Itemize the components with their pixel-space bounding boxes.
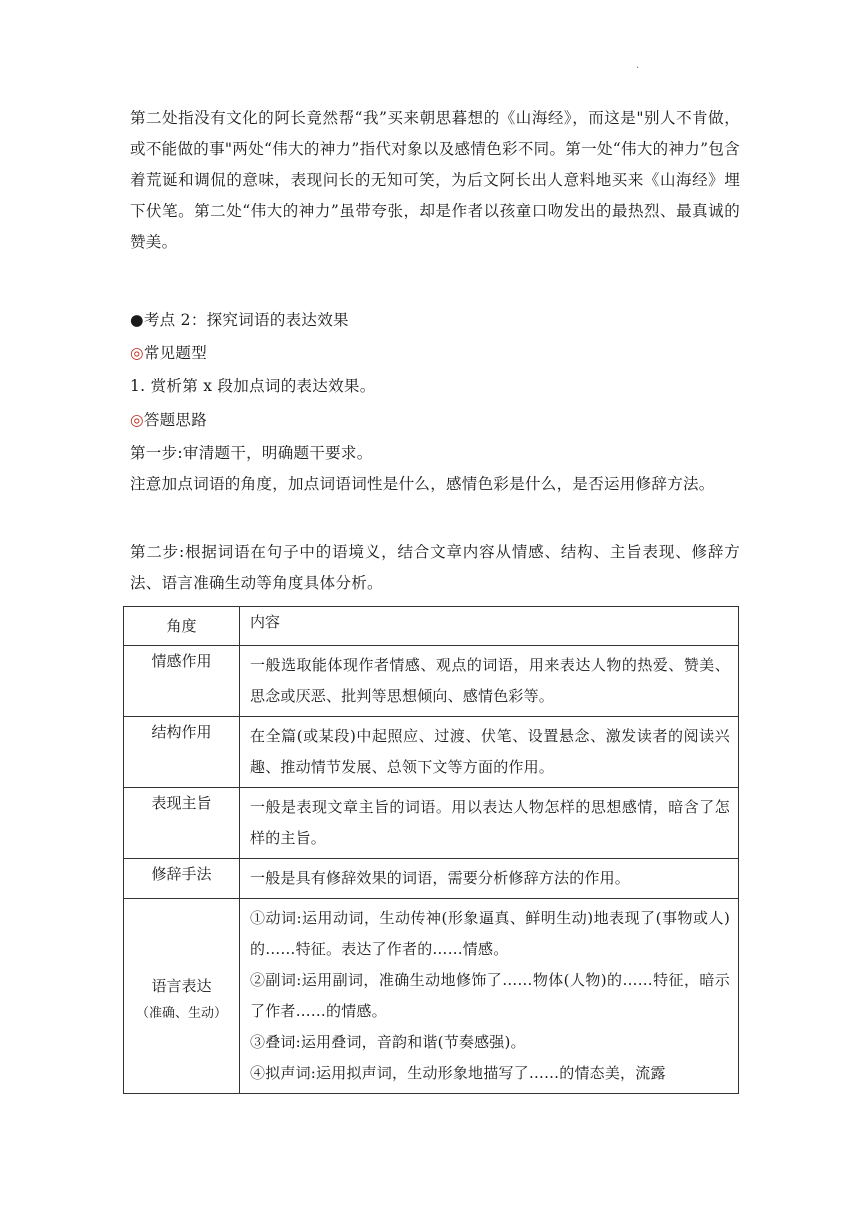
row-content: 一般是表现文章主旨的词语。用以表达人物怎样的思想感情，暗含了怎样的主旨。	[240, 788, 739, 859]
language-item: ②副词:运用副词，准确生动地修饰了……物体(人物)的……特征，暗示了作者……的情感。	[250, 971, 730, 1020]
language-angle-sub: （准确、生动）	[135, 1006, 227, 1021]
table-row	[124, 646, 739, 717]
row-content: 一般选取能体现作者情感、观点的词语，用来表达人物的热爱、赞美、思念或厌恶、批判等思想倾向、感情色彩等。	[240, 646, 739, 717]
row-angle: 结构作用	[124, 717, 240, 788]
angles-table	[123, 606, 739, 1094]
step-1-note: 注意加点词语的角度，加点词语词性是什么，感情色彩是什么，是否运用修辞方法。	[130, 475, 715, 493]
row-content: 一般是具有修辞效果的词语，需要分析修辞方法的作用。	[240, 859, 739, 899]
row-angle: 修辞手法	[124, 859, 240, 899]
table-row	[124, 859, 739, 899]
common-types-label: 常见题型	[143, 344, 208, 362]
table-row-language	[124, 899, 739, 1094]
bullet-icon: ●	[130, 311, 144, 329]
intro-paragraph: 第二处指没有文化的阿长竟然帮“我”买来朝思暮想的《山海经》，而这是"别人不肯做，或不能做的事"两处“伟大的神力”指代对象以及感情色彩不同。第一处“伟大的神力”包含着荒诞和调侃的意味，表现问长的无知可笑，为后文阿长出人意料地买来《山海经》埋下伏笔。第二处“伟大的神力”虽带夸张，却是作者以孩童口吻发出的最热烈、最真诚的赞美。	[130, 109, 740, 251]
row-angle	[124, 899, 240, 1094]
double-circle-icon: ◎	[130, 411, 144, 429]
language-item: ④拟声词:运用拟声词，生动形象地描写了……的情态美，流露	[250, 1064, 666, 1082]
approach-heading	[130, 408, 750, 430]
language-angle-label: 语言表达	[151, 977, 212, 995]
section-heading	[130, 308, 750, 330]
header-content: 内容	[240, 607, 739, 646]
approach-label: 答题思路	[143, 411, 208, 429]
row-angle: 情感作用	[124, 646, 240, 717]
language-item: ③叠词:运用叠词，音韵和谐(节奏感强)。	[250, 1033, 526, 1051]
row-content: 在全篇(或某段)中起照应、过渡、伏笔、设置悬念、激发读者的阅读兴趣、推动情节发展、总领下文等方面的作用。	[240, 717, 739, 788]
row-content	[240, 899, 739, 1094]
step-1: 第一步:审清题干，明确题干要求。	[130, 444, 373, 462]
row-angle: 表现主旨	[124, 788, 240, 859]
table-row	[124, 788, 739, 859]
common-types-heading	[130, 341, 750, 363]
double-circle-icon: ◎	[130, 344, 144, 362]
language-item: ①动词:运用动词，生动传神(形象逼真、鲜明生动)地表现了(事物或人)的……特征。表达了作者的……情感。	[250, 909, 730, 958]
header-angle: 角度	[124, 607, 240, 646]
page-mark: .	[636, 60, 640, 71]
section-title: 考点 2：探究词语的表达效果	[143, 311, 349, 329]
table-row	[124, 717, 739, 788]
step-2: 第二步:根据词语在句子中的语境义，结合文章内容从情感、结构、主旨表现、修辞方法、语言准确生动等角度具体分析。	[130, 543, 740, 592]
question-1: 1. 赏析第 x 段加点词的表达效果。	[130, 377, 376, 395]
table-header-row	[124, 607, 739, 646]
